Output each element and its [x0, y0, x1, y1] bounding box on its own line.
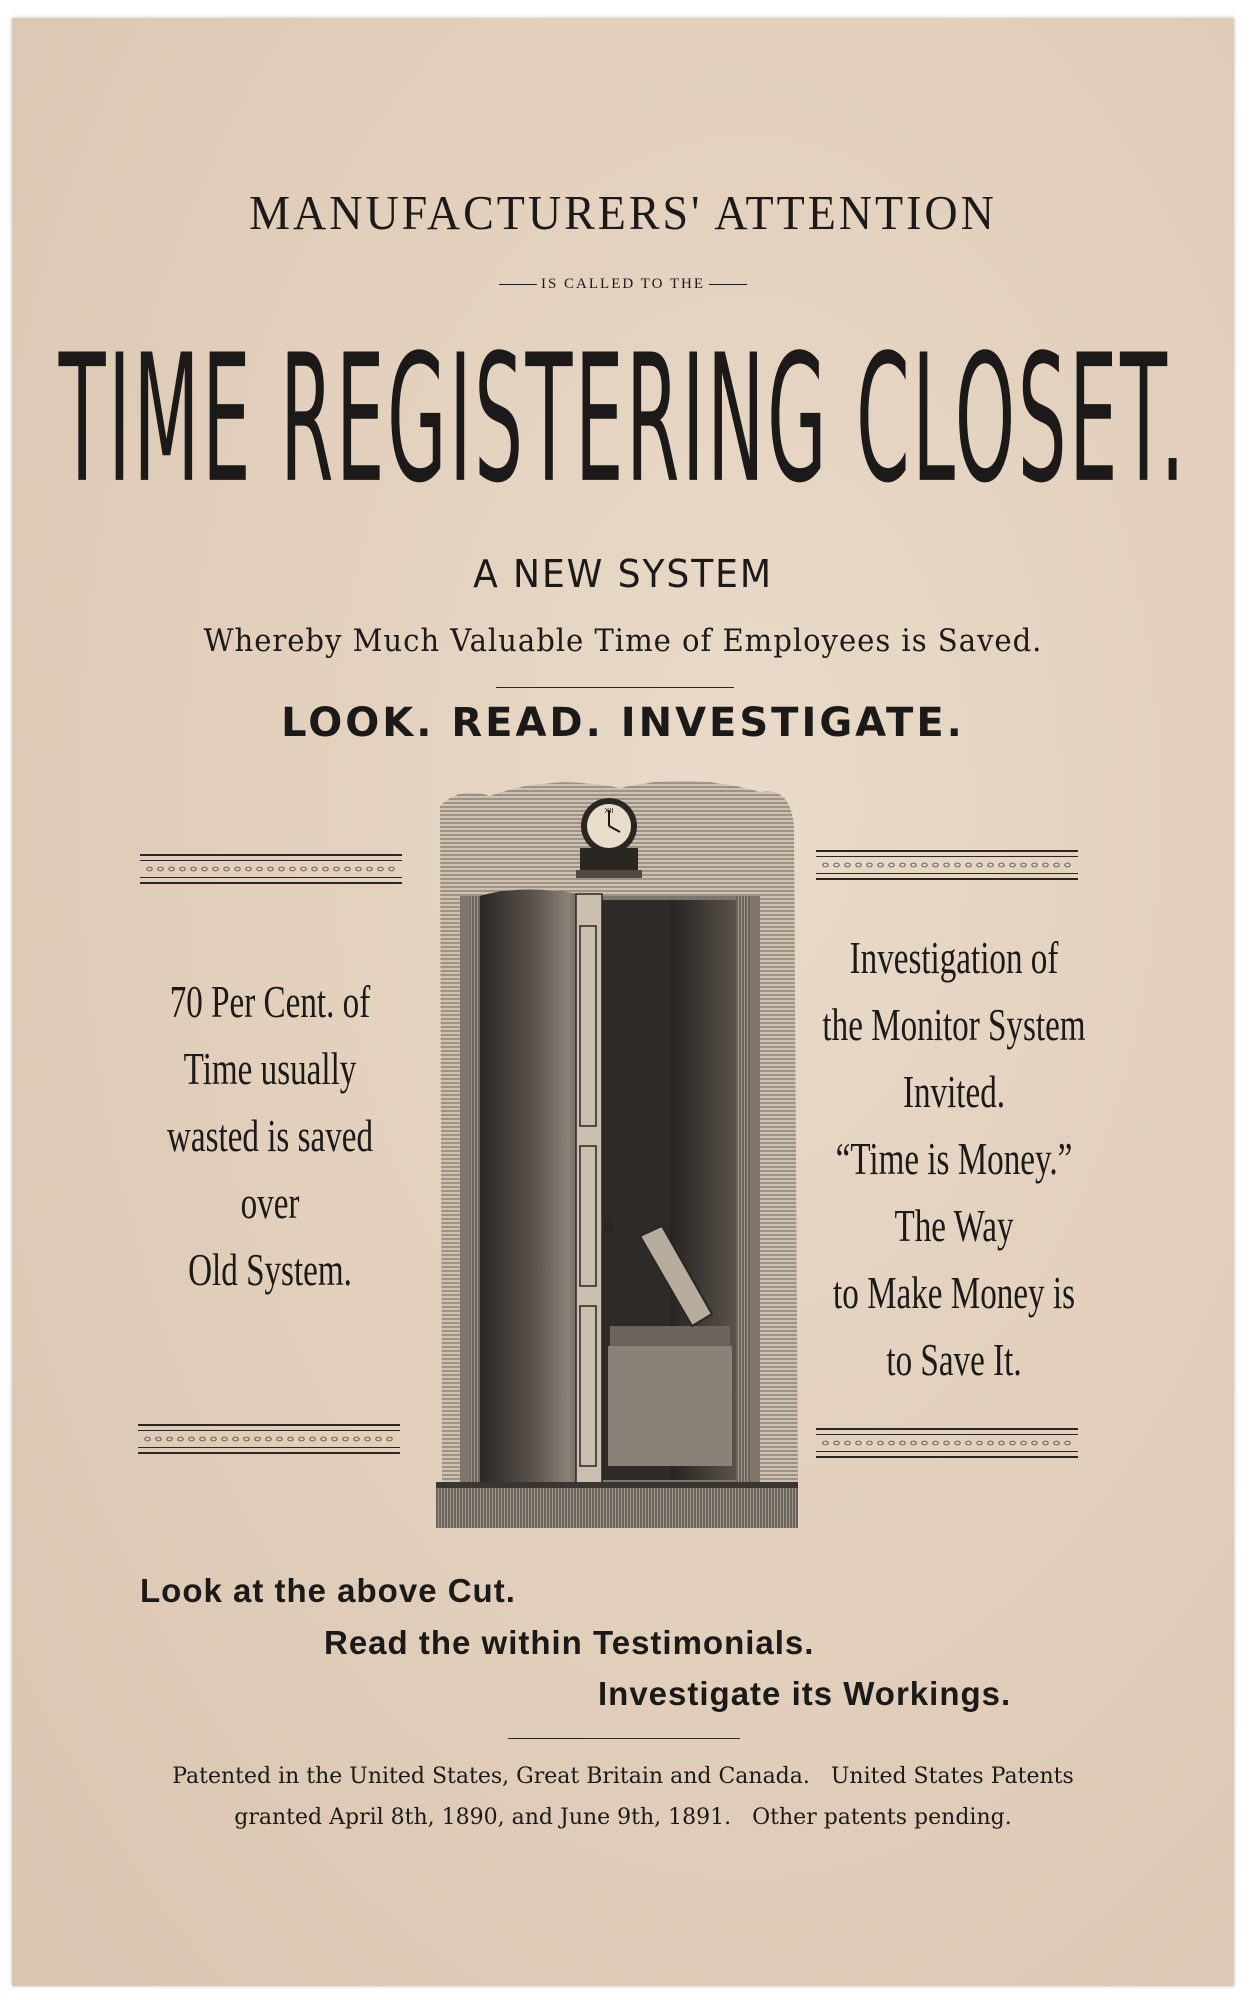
patent-line-2: granted April 8th, 1890, and June 9th, 1891. Other patents pending.: [234, 1805, 1012, 1830]
right-line: Investigation of: [849, 932, 1059, 983]
left-line: Time usually: [183, 1043, 357, 1094]
ornament-top-right: [816, 850, 1078, 880]
ornament-top-left: [140, 854, 402, 884]
ornament-bottom-right: [816, 1428, 1078, 1458]
patent-line-1: Patented in the United States, Great Britain and Canada. United States Patents: [172, 1764, 1074, 1789]
left-panel: [142, 968, 398, 1303]
main-title: TIME REGISTERING CLOSET.: [58, 318, 1188, 523]
tagline: Whereby Much Valuable Time of Employees is Saved.: [203, 623, 1043, 659]
right-line: “Time is Money.”: [835, 1133, 1073, 1184]
right-line: to Save It.: [886, 1334, 1022, 1385]
footer-read: Read the within Testimonials.: [324, 1624, 815, 1661]
footer-divider: [508, 1738, 740, 1739]
right-panel: [810, 924, 1098, 1393]
headline: MANUFACTURERS' ATTENTION: [249, 185, 997, 240]
left-line: over: [240, 1177, 300, 1228]
left-dash: [499, 284, 537, 285]
subtitle: A NEW SYSTEM: [473, 552, 773, 596]
right-line: the Monitor System: [822, 999, 1086, 1050]
ornament-bottom-left: [138, 1424, 400, 1454]
title-divider: [496, 687, 734, 688]
right-dash: [709, 284, 747, 285]
svg-text:XII: XII: [604, 807, 614, 815]
right-line: The Way: [894, 1200, 1014, 1251]
patent-notice: [12, 1756, 1234, 1838]
footer-look: Look at the above Cut.: [140, 1572, 516, 1609]
called-to-text: IS CALLED TO THE: [540, 276, 706, 292]
closet-with-clock-icon: [430, 766, 802, 1546]
called-to-line: [12, 276, 1234, 293]
right-line: to Make Money is: [833, 1267, 1075, 1318]
left-line: 70 Per Cent. of: [169, 976, 371, 1027]
left-line: Old System.: [188, 1244, 352, 1295]
footer-investigate: Investigate its Workings.: [598, 1675, 1012, 1712]
advertisement-sheet: [12, 18, 1234, 1986]
call-to-action: LOOK. READ. INVESTIGATE.: [281, 700, 965, 746]
right-line: Invited.: [902, 1066, 1006, 1117]
left-line: wasted is saved: [166, 1110, 374, 1161]
